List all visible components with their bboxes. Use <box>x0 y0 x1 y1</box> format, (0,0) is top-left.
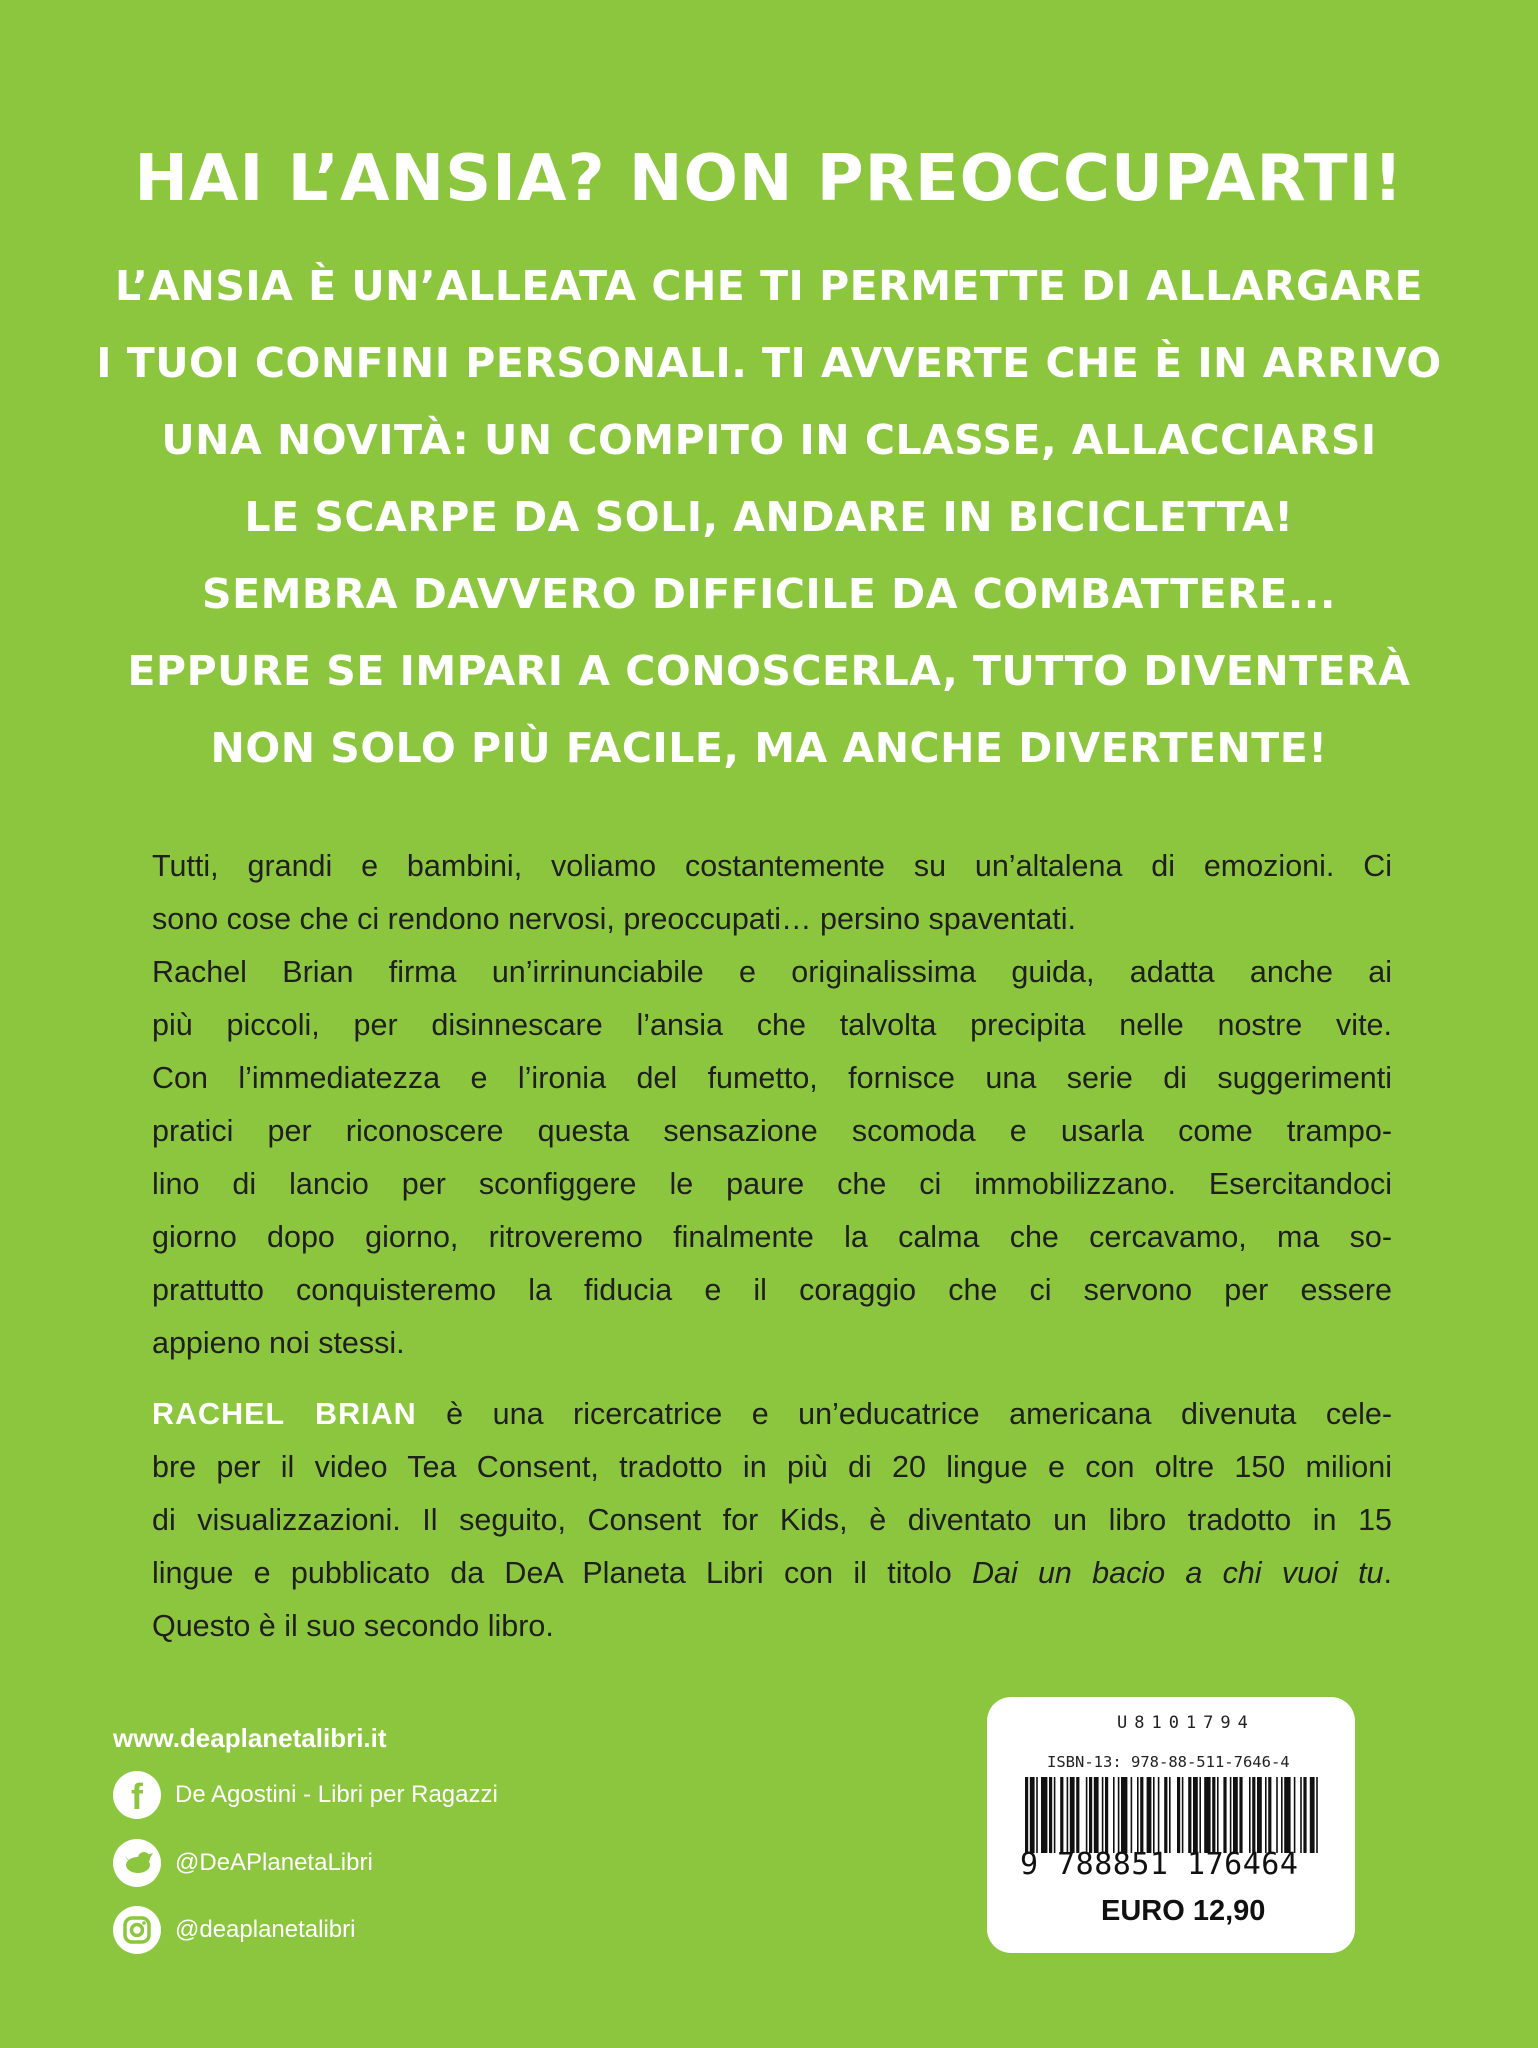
bio-line: di visualizzazioni. Il seguito, Consent for Kids, è diventato un libro tradotto in 15 <box>152 1503 1392 1537</box>
blurb-line: NON SOLO PIÙ FACILE, MA ANCHE DIVERTENTE! <box>210 724 1328 772</box>
description-line: prattutto conquisteremo la fiducia e il coraggio che ci servono per essere <box>152 1273 1392 1307</box>
barcode-bar <box>1276 1777 1278 1853</box>
barcode-bar <box>1076 1777 1079 1853</box>
description-line: Con l’immediatezza e l’ironia del fumetto, fornisce una serie di suggerimenti <box>152 1061 1392 1095</box>
barcode-bar <box>1204 1777 1210 1853</box>
barcode-bar <box>1153 1777 1155 1853</box>
blurb-line: I TUOI CONFINI PERSONALI. TI AVVERTE CHE È IN ARRIVO <box>96 339 1442 387</box>
author-name: RACHEL BRIAN <box>152 1397 417 1431</box>
barcode-bar <box>1067 1777 1069 1853</box>
barcode-bar <box>1105 1777 1108 1853</box>
instagram-icon <box>113 1906 161 1954</box>
social-instagram[interactable] <box>113 1905 355 1955</box>
barcode-bar <box>1268 1777 1271 1853</box>
author-bio <box>152 1388 1392 1653</box>
barcode-bar <box>1070 1777 1075 1853</box>
headline: HAI L’ANSIA? NON PREOCCUPARTI! <box>134 142 1404 216</box>
barcode-bar <box>1310 1777 1315 1853</box>
barcode-bar <box>1257 1777 1262 1853</box>
description-line: Tutti, grandi e bambini, voliamo costantemente su un’altalena di emozioni. Ci <box>152 849 1392 883</box>
barcode-bar <box>1303 1777 1306 1853</box>
social-facebook[interactable] <box>113 1770 498 1820</box>
barcode-bar <box>1158 1777 1160 1853</box>
isbn-label: ISBN-13: 978-88-511-7646-4 <box>1047 1753 1290 1771</box>
barcode-bar <box>1316 1777 1318 1853</box>
barcode-bar <box>1199 1777 1201 1853</box>
barcode-bar <box>1249 1777 1251 1853</box>
barcode-bar <box>1169 1777 1171 1853</box>
barcode-bar <box>1049 1777 1052 1853</box>
barcode-bar <box>1121 1777 1127 1853</box>
website-link[interactable]: www.deaplanetalibri.it <box>113 1723 387 1753</box>
barcode-bar <box>1025 1777 1028 1853</box>
barcode-bar <box>1094 1777 1099 1853</box>
barcode-digits: 9 788851 176464 <box>1020 1847 1299 1882</box>
social-label: @DeAPlanetaLibri <box>175 1849 373 1876</box>
barcode-bar <box>1113 1777 1115 1853</box>
description-line: lino di lancio per sconfiggere le paure che ci immobilizzano. Esercitandoci <box>152 1167 1392 1201</box>
barcode-bar <box>1118 1777 1120 1853</box>
barcode-bar <box>1265 1777 1267 1853</box>
bio-line <box>152 1547 1392 1600</box>
barcode-bar <box>1177 1777 1180 1853</box>
barcode-bar <box>1102 1777 1104 1853</box>
barcode-box <box>987 1697 1355 1953</box>
description-line: appieno noi stessi. <box>152 1326 405 1360</box>
blurb <box>0 248 1538 787</box>
book-title: Dai un bacio a chi vuoi tu <box>971 1556 1384 1590</box>
barcode-bar <box>1217 1777 1219 1853</box>
barcode-bar <box>1188 1777 1191 1853</box>
barcode-bar <box>1300 1777 1302 1853</box>
barcode-bar <box>1089 1777 1092 1853</box>
barcode-bar <box>1030 1777 1035 1853</box>
blurb-line: L’ANSIA È UN’ALLEATA CHE TI PERMETTE DI ALLARGARE <box>115 262 1423 310</box>
description-line: Rachel Brian firma un’irrinunciabile e originalissima guida, adatta anche ai <box>152 955 1392 989</box>
bio-line: Questo è il suo secondo libro. <box>152 1609 554 1643</box>
barcode-bar <box>1212 1777 1215 1853</box>
barcode-bar <box>1054 1777 1056 1853</box>
bio-line: bre per il video Tea Consent, tradotto in più di 20 lingue e con oltre 150 milioni <box>152 1450 1392 1484</box>
barcode-bar <box>1060 1777 1063 1853</box>
description-line: sono cose che ci rendono nervosi, preoccupati… persino spaventati. <box>152 902 1077 936</box>
barcode-bar <box>1131 1777 1133 1853</box>
description-line: giorno dopo giorno, ritroveremo finalmente la calma che cercavamo, ma so- <box>152 1220 1392 1254</box>
barcode-bar <box>1239 1777 1242 1853</box>
blurb-line: SEMBRA DAVVERO DIFFICILE DA COMBATTERE... <box>202 570 1336 618</box>
bio-text: è una ricercatrice e un’educatrice americana divenuta cele- <box>446 1397 1392 1431</box>
svg-text:f: f <box>131 1776 143 1817</box>
barcode-bar <box>1137 1777 1139 1853</box>
barcode-bars <box>1023 1777 1323 1853</box>
social-label: @deaplanetalibri <box>175 1916 356 1943</box>
barcode-bar <box>1223 1777 1226 1853</box>
barcode-bar <box>1147 1777 1152 1853</box>
blurb-line: LE SCARPE DA SOLI, ANDARE IN BICICLETTA! <box>244 493 1294 541</box>
price-label: EURO 12,90 <box>1101 1895 1266 1927</box>
barcode-bar <box>1036 1777 1038 1853</box>
barcode-bar <box>1182 1777 1184 1853</box>
social-twitter[interactable] <box>113 1838 373 1888</box>
barcode-bar <box>1230 1777 1232 1853</box>
barcode-bar <box>1041 1777 1047 1853</box>
barcode-bar <box>1252 1777 1255 1853</box>
barcode-bar <box>1086 1777 1088 1853</box>
description <box>152 840 1392 1370</box>
barcode-bar <box>1164 1777 1167 1853</box>
barcode-bar <box>1193 1777 1198 1853</box>
barcode-bar <box>1233 1777 1238 1853</box>
barcode-bar <box>1284 1777 1290 1853</box>
social-label: De Agostini - Libri per Ragazzi <box>175 1781 498 1808</box>
bio-text: lingue e pubblicato da DeA Planeta Libri con il titolo <box>152 1556 952 1590</box>
blurb-line: UNA NOVITÀ: UN COMPITO IN CLASSE, ALLACCIARSI <box>161 416 1377 464</box>
barcode-code: U8101794 <box>1117 1713 1255 1733</box>
barcode-bar <box>1281 1777 1283 1853</box>
barcode-bar <box>1294 1777 1296 1853</box>
barcode-bar <box>1140 1777 1143 1853</box>
bio-line <box>152 1388 1392 1441</box>
blurb-line: EPPURE SE IMPARI A CONOSCERLA, TUTTO DIVENTERÀ <box>127 647 1411 695</box>
description-line: pratici per riconoscere questa sensazione scomoda e usarla come trampo- <box>152 1114 1392 1148</box>
description-line: più piccoli, per disinnescare l’ansia che talvolta precipita nelle nostre vite. <box>152 1008 1392 1042</box>
facebook-icon <box>113 1771 161 1819</box>
bio-text: . <box>1383 1556 1392 1590</box>
twitter-icon <box>113 1839 161 1887</box>
